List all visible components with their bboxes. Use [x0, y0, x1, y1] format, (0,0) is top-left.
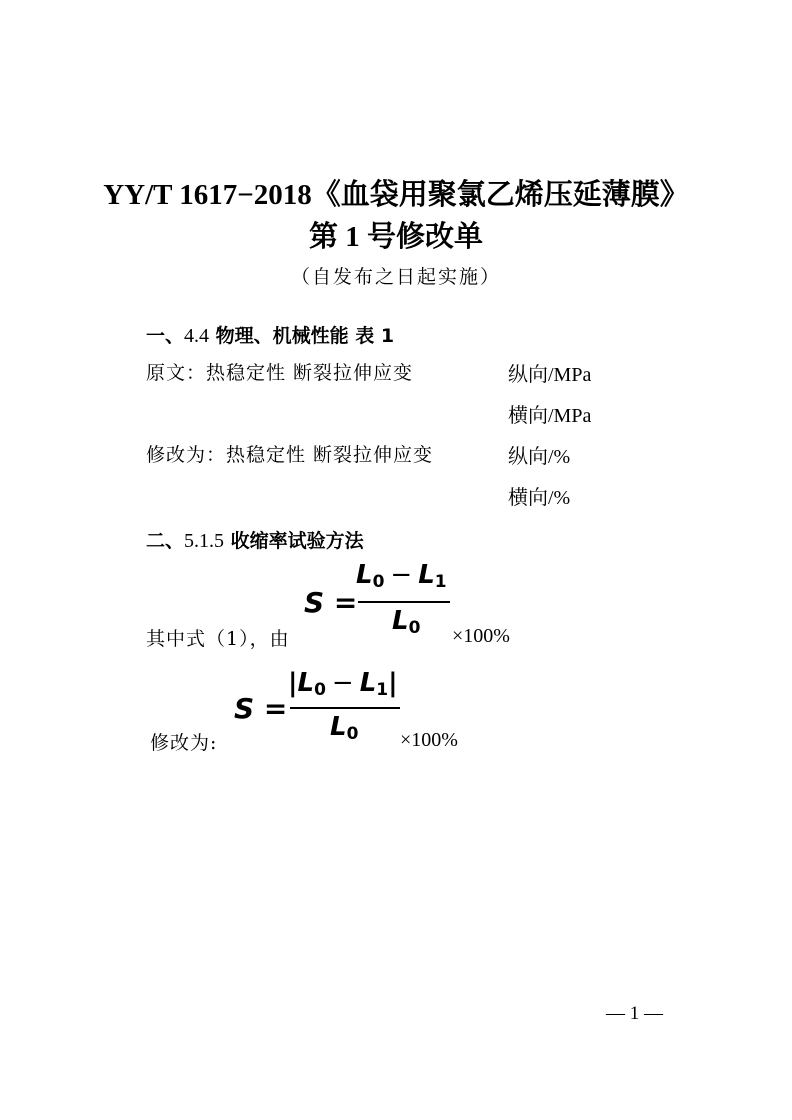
formula1-fraction-bar	[358, 601, 450, 603]
formula1-intro: 其中式（1），由	[146, 628, 290, 650]
page-number: — 1 —	[606, 1003, 663, 1024]
revised-text-label: 修改为：热稳定性 断裂拉伸应变	[146, 444, 434, 466]
original-unit-longitudinal: 纵向/MPa	[508, 364, 592, 386]
formula2-factor: ×100%	[400, 729, 458, 751]
section1-number: 4.4	[184, 325, 210, 347]
formula2-lhs: S =	[234, 692, 288, 725]
section2-number: 5.1.5	[184, 530, 225, 552]
formula2-fraction-bar	[290, 707, 400, 709]
formula1-numerator: $L_0 - L_1$	[356, 560, 447, 592]
section1-prefix: 一、	[146, 325, 185, 347]
formula2-denominator: $L_0$	[330, 712, 359, 744]
amendment-number: 第 1 号修改单	[308, 221, 483, 253]
section2-title: 收缩率试验方法	[224, 530, 364, 552]
section2-prefix: 二、	[146, 530, 185, 552]
formula2-numerator: $|L_0 - L_1|$	[288, 668, 398, 700]
original-unit-transverse: 横向/MPa	[508, 405, 592, 427]
section2-heading	[146, 526, 364, 553]
formula1-original	[304, 560, 464, 650]
section1-heading	[146, 321, 394, 348]
formula2-revised	[234, 668, 404, 758]
formula2-intro: 修改为:	[150, 732, 218, 754]
revised-unit-longitudinal: 纵向/%	[508, 446, 571, 468]
revised-unit-transverse: 横向/%	[508, 487, 571, 509]
effective-note: （自发布之日起实施）	[290, 266, 501, 288]
formula1-denominator: $L_0$	[392, 606, 421, 638]
section1-title: 物理、机械性能 表 1	[209, 325, 395, 347]
document-title: YY/T 1617−2018《血袋用聚氯乙烯压延薄膜》	[103, 179, 689, 211]
formula1-factor: ×100%	[452, 625, 510, 647]
original-text-label: 原文：热稳定性 断裂拉伸应变	[146, 362, 414, 384]
formula1-lhs: S =	[304, 586, 358, 619]
